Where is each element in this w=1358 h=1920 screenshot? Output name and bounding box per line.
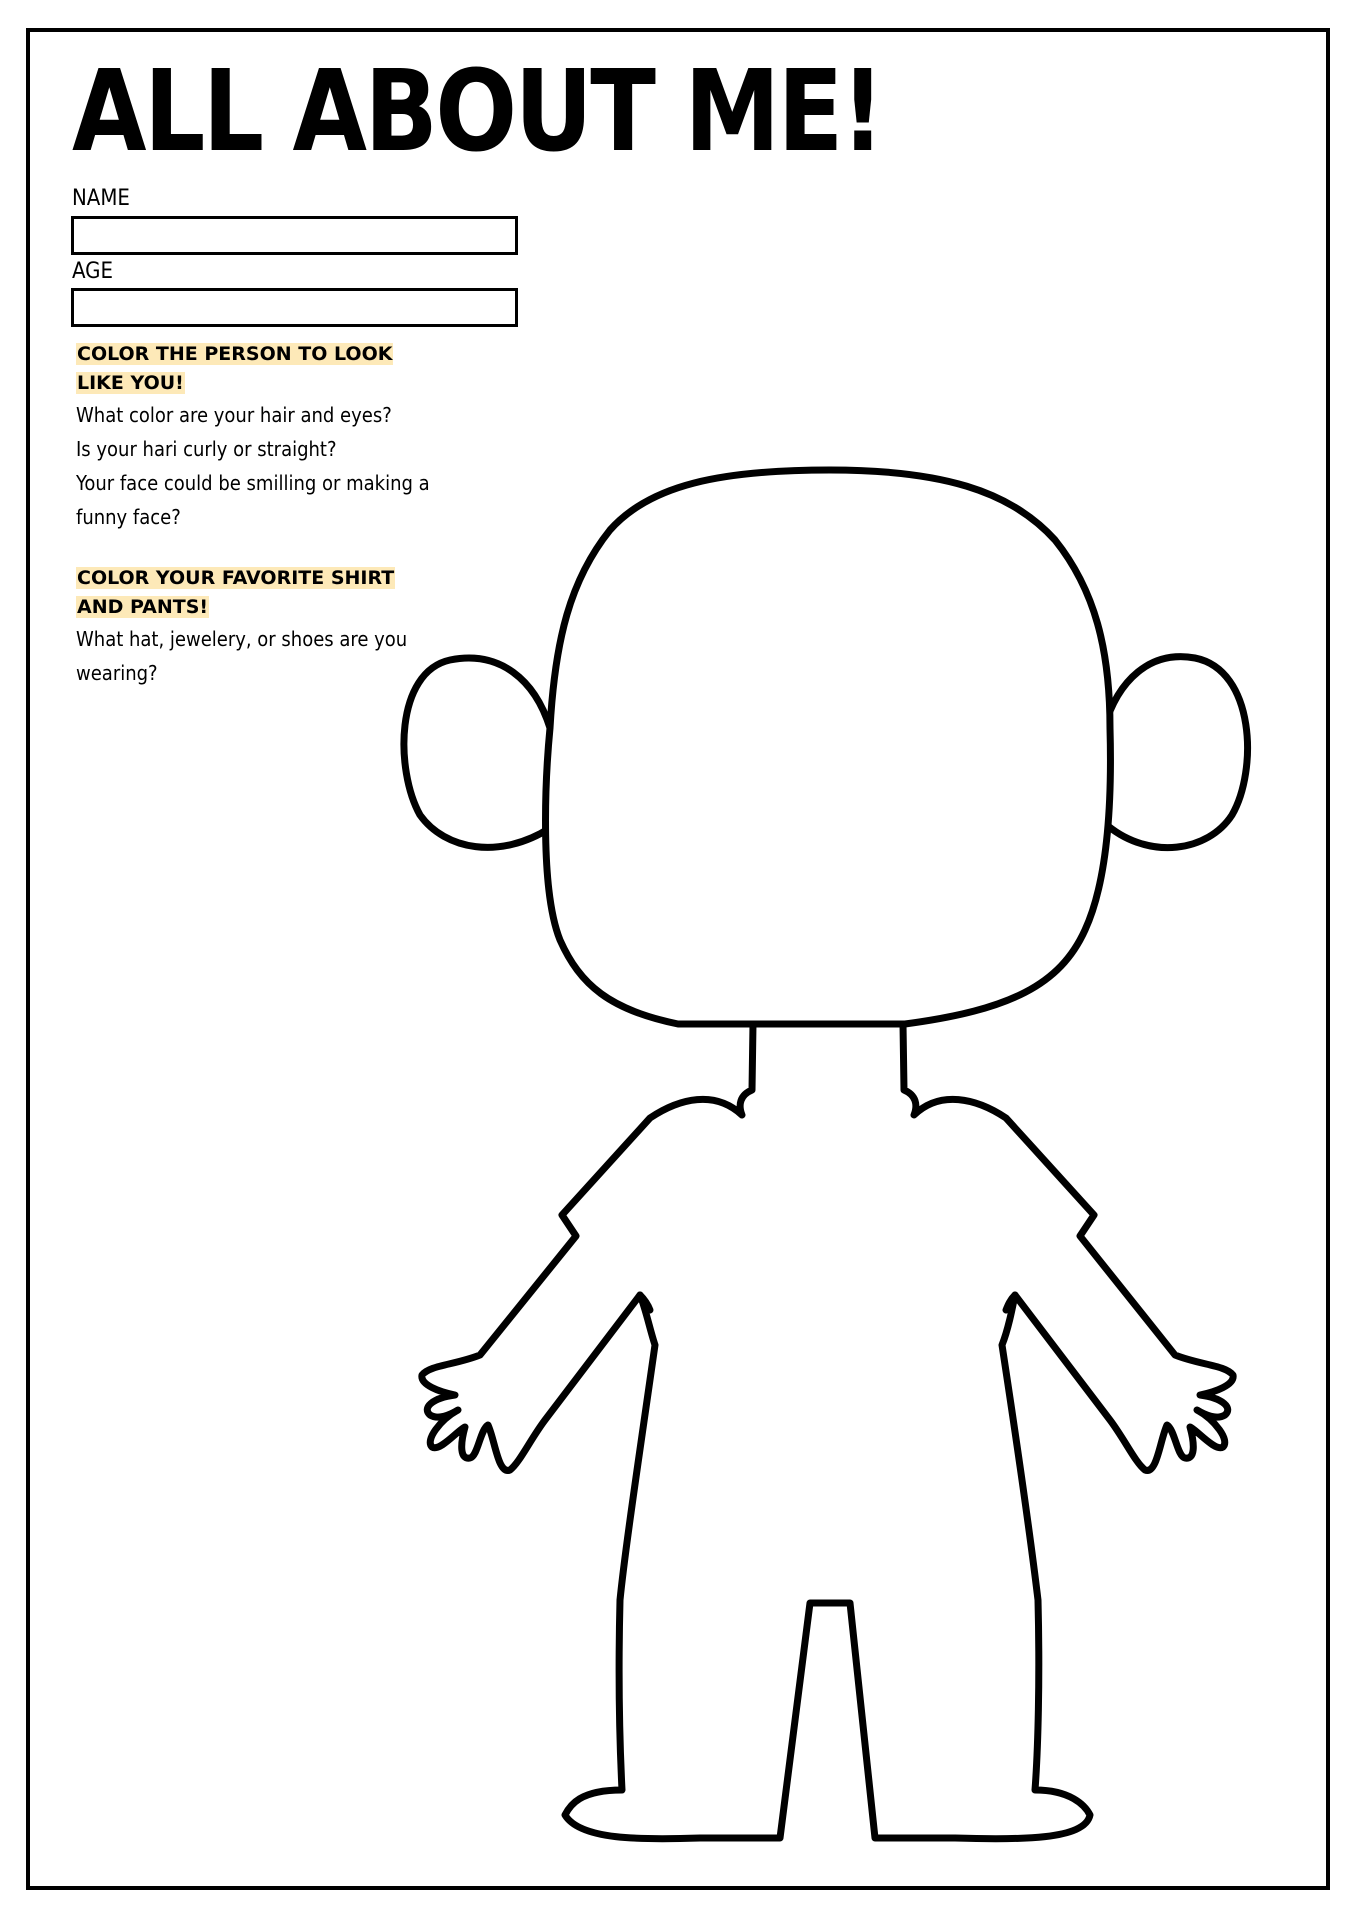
section-heading-color-person: COLOR THE PERSON TO LOOK LIKE YOU! bbox=[77, 343, 393, 394]
instruction-line: Your face could be smilling or making a funny face? bbox=[76, 471, 430, 529]
instruction-line: What hat, jewelery, or shoes are you wearing? bbox=[76, 627, 408, 685]
left-ear-outline bbox=[404, 658, 550, 847]
body-outline bbox=[422, 1024, 1233, 1839]
section-heading-color-clothes: COLOR YOUR FAVORITE SHIRT AND PANTS! bbox=[77, 567, 395, 618]
instruction-line: Is your hari curly or straight? bbox=[76, 437, 337, 461]
head-outline bbox=[546, 470, 1111, 1024]
right-ear-outline bbox=[1104, 657, 1248, 848]
page-title: ALL ABOUT ME! bbox=[72, 47, 883, 177]
name-label: NAME bbox=[72, 186, 130, 211]
age-label: AGE bbox=[72, 259, 113, 284]
instruction-line: What color are your hair and eyes? bbox=[76, 403, 392, 427]
